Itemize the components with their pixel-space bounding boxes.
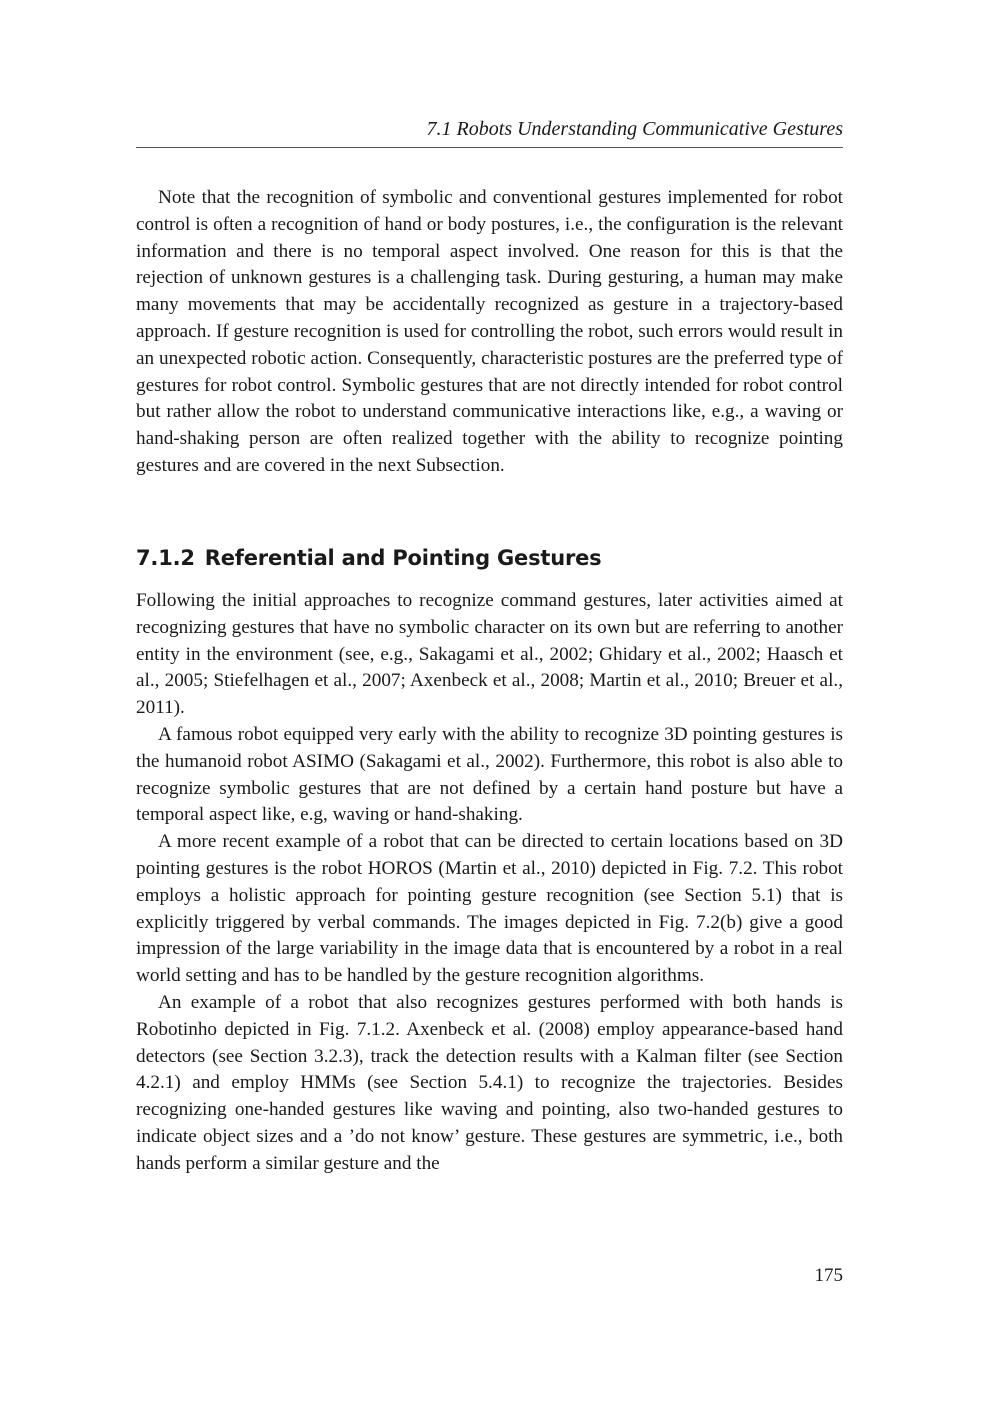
section-heading: [136, 544, 601, 572]
header-rule: [136, 147, 843, 148]
paragraph: An example of a robot that also recognizes gestures performed with both hands is Robotinho depicted in Fig. 7.1.2. Axenbeck et al. (2008) employ appearance-based hand detectors (see Section 3.2.3), track the detection results with a Kalman filter (see Section 4.2.1) and employ HMMs (see Section 5.4.1) to recognize the trajectories. Besides recognizing one-handed gestures like waving and pointing, also two-handed gestures to indicate object sizes and a ’do not know’ gesture. These gestures are symmetric, i.e., both hands perform a similar gesture and the: [136, 991, 843, 1174]
section-number: 7.1.2: [136, 546, 195, 570]
running-head: 7.1 Robots Understanding Communicative Gestures: [426, 118, 843, 140]
paragraph: A famous robot equipped very early with the ability to recognize 3D pointing gestures is the humanoid robot ASIMO (Sakagami et al., 2002). Furthermore, this robot is also able to recognize symbolic gestures that are not defined by a certain hand posture but have a temporal aspect like, e.g, waving or hand-shaking.: [136, 723, 843, 826]
section-title: Referential and Pointing Gestures: [204, 546, 602, 570]
paragraph: Following the initial approaches to recognize command gestures, later activities aimed at recognizing gestures that have no symbolic character on its own but are referring to another entity in the environment (see, e.g., Sakagami et al., 2002; Ghidary et al., 2002; Haasch et al., 2005; Stiefelhagen et al., 2007; Axenbeck et al., 2008; Martin et al., 2010; Breuer et al., 2011).: [136, 590, 843, 719]
intro-text-block: [136, 185, 843, 480]
section-text-block: [136, 588, 843, 1178]
page-number: 175: [814, 1265, 843, 1286]
paragraph: Note that the recognition of symbolic and conventional gestures implemented for robot control is often a recognition of hand or body postures, i.e., the configuration is the relevant information and there is no temporal aspect involved. One reason for this is that the rejection of unknown gestures is a challenging task. During gesturing, a human may make many movements that may be accidentally recognized as gesture in a trajectory-based approach. If gesture recognition is used for controlling the robot, such errors would result in an unexpected robotic action. Consequently, characteristic postures are the preferred type of gestures for robot control. Symbolic gestures that are not directly intended for robot control but rather allow the robot to understand communicative interactions like, e.g., a waving or hand-shaking person are often realized together with the ability to recognize pointing gestures and are covered in the next Subsection.: [136, 187, 843, 476]
paragraph: A more recent example of a robot that can be directed to certain locations based on 3D pointing gestures is the robot HOROS (Martin et al., 2010) depicted in Fig. 7.2. This robot employs a holistic approach for pointing gesture recognition (see Section 5.1) that is explicitly triggered by verbal commands. The images depicted in Fig. 7.2(b) give a good impression of the large variability in the image data that is encountered by a robot in a real world setting and has to be handled by the gesture recognition algorithms.: [136, 831, 843, 987]
